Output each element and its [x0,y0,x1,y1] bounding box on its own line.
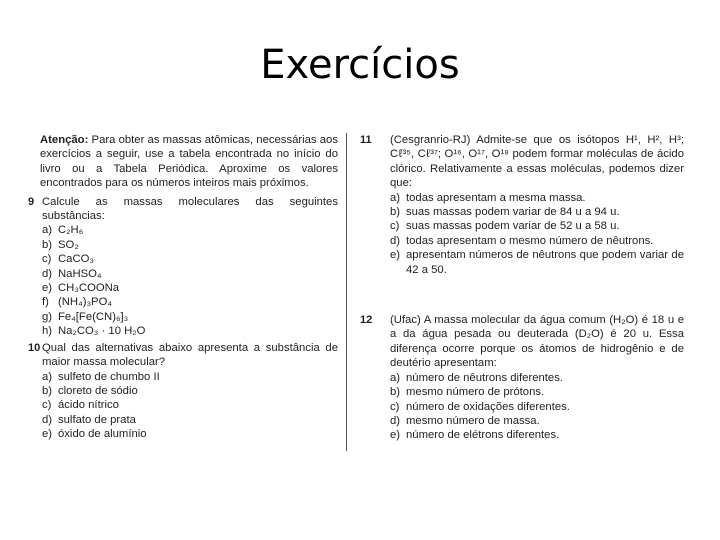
option-letter: d) [390,414,401,427]
option-letter: e) [390,249,401,262]
option-item [42,384,338,398]
option-letter: d) [42,413,53,426]
option-letter: b) [42,238,53,251]
question-number: 9 [28,195,35,208]
attention-text: Para obter as massas atômicas, necessárias aos exercícios a seguir, use a tabela encontrada no início do livro ou a Tabela Periódica. Aproxime os valores encontrados para os números inteiros mais próximos. [40,134,338,190]
right-column [360,133,684,445]
option-text: suas massas podem variar de 84 u a 94 u. [406,206,620,219]
option-item [390,385,684,399]
question-number: 11 [360,134,372,146]
option-text: apresentam números de nêutrons que podem variar de 42 a 50. [406,249,684,276]
option-text: óxido de alumínio [58,428,147,441]
question-number: 12 [360,314,373,327]
option-text: número de nêutrons diferentes. [406,371,563,384]
option-letter: d) [390,234,401,247]
option-item [390,428,684,442]
question-text: Calcule as massas moleculares das seguintes substâncias: [42,195,338,223]
question-number: 10 [28,341,41,354]
option-letter: a) [42,370,53,383]
question-9 [28,195,338,339]
option-text: CaCO₃ [58,253,94,266]
option-list [42,370,338,442]
option-text: número de elétrons diferentes. [406,429,560,442]
question-10 [28,341,338,442]
option-text: todas apresentam o mesmo número de nêutrons. [406,234,654,247]
option-letter: e) [42,428,53,441]
option-text: mesmo número de prótons. [406,386,545,399]
option-item [42,281,338,295]
left-column [28,133,338,444]
option-text: NaHSO₄ [58,267,102,280]
question-text: (Ufac) A massa molecular da água comum (H₂O) é 18 u e a da água pesada ou deuterada (D₂O) é 20 u. Essa diferença ocorre porque os átomos de hidrogênio e de deutério apresentam: [390,314,684,370]
attention-note [40,133,338,191]
option-text: C₂H₆ [58,224,84,237]
option-item [390,205,684,219]
option-item [390,414,684,428]
option-text: Na₂CO₃ · 10 H₂O [58,325,146,338]
option-list [42,223,338,338]
option-letter: b) [390,206,401,219]
option-letter: c) [42,253,52,266]
attention-label: Atenção: [40,134,89,146]
option-item [42,252,338,266]
option-text: suas massas podem variar de 52 u a 58 u. [406,220,620,233]
option-text: CH₃COONa [58,282,120,295]
option-text: número de oxidações diferentes. [406,400,570,413]
question-text: (Cesgranrio-RJ) Admite-se que os isótopos H¹, H², H³; Cℓ³⁵, Cℓ³⁷; O¹⁶, O¹⁷, O¹⁸ podem formar moléculas de ácido clórico. Relativamente a essas moléculas, podemos dizer que: [390,134,684,190]
option-list [390,191,684,277]
option-letter: c) [390,400,400,413]
option-text: sulfeto de chumbo II [58,370,160,383]
option-text: sulfato de prata [58,413,136,426]
question-text: Qual das alternativas abaixo apresenta a substância de maior massa molecular? [42,341,338,369]
option-text: todas apresentam a mesma massa. [406,191,586,204]
option-letter: d) [42,267,53,280]
option-text: cloreto de sódio [58,384,138,397]
option-item [42,324,338,338]
option-item [390,191,684,205]
option-text: SO₂ [58,238,79,251]
option-letter: c) [390,220,400,233]
option-item [390,234,684,248]
option-letter: c) [42,399,52,412]
option-letter: a) [390,191,401,204]
option-letter: b) [42,384,53,397]
option-list [390,371,684,443]
option-letter: e) [390,429,401,442]
option-item [42,413,338,427]
option-letter: g) [42,310,53,323]
option-item [42,267,338,281]
question-11 [360,133,684,277]
slide-title: Exercícios [260,42,460,88]
option-item [42,427,338,441]
option-item [42,370,338,384]
option-item [390,400,684,414]
option-text: mesmo número de massa. [406,414,540,427]
option-text: ácido nítrico [58,399,119,412]
option-item [42,295,338,309]
textbook-page [28,133,684,451]
option-letter: h) [42,325,53,338]
option-item [42,398,338,412]
option-item [390,371,684,385]
option-text: Fe₄[Fe(CN)₆]₃ [58,310,129,323]
option-item [42,310,338,324]
option-item [42,238,338,252]
column-divider [346,133,347,451]
option-letter: a) [390,371,401,384]
option-letter: a) [42,224,53,237]
option-text: (NH₄)₃PO₄ [58,296,112,309]
option-item [390,219,684,233]
option-item [390,248,684,277]
option-letter: b) [390,386,401,399]
option-letter: e) [42,282,53,295]
option-letter: f) [42,296,49,309]
option-item [42,223,338,237]
question-12 [360,313,684,443]
